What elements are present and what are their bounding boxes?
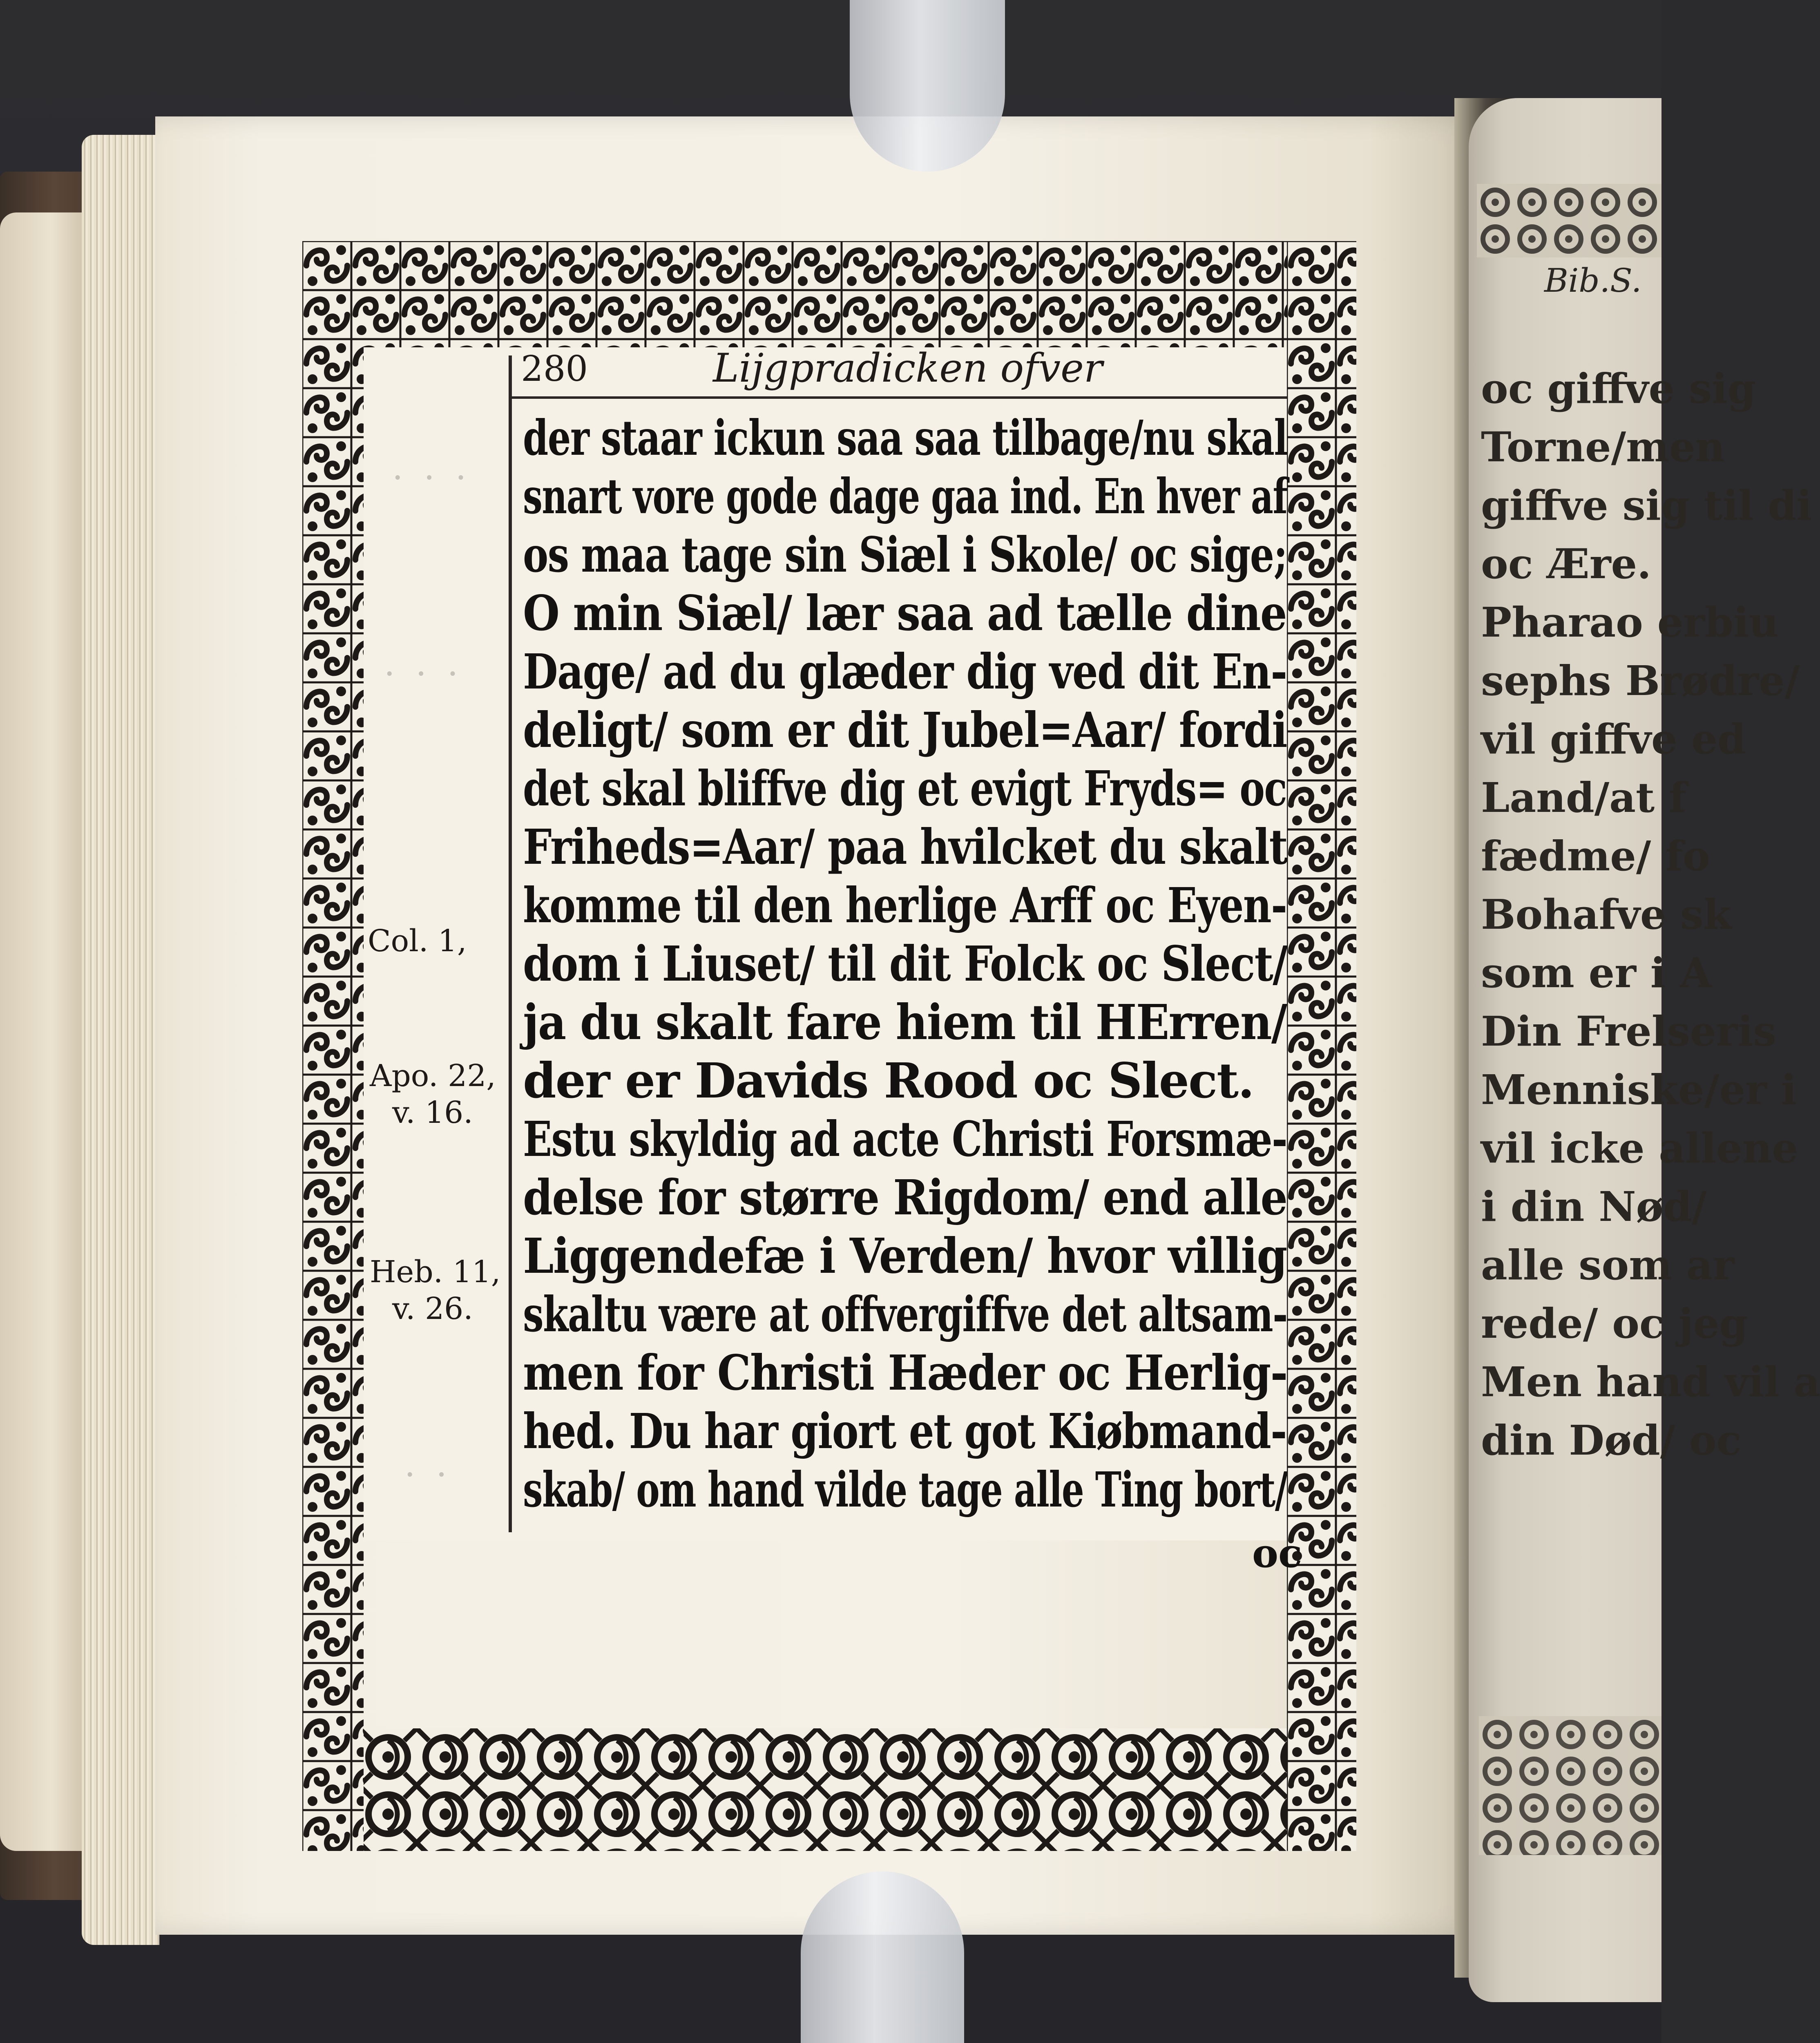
facing-page-ornament-bottom	[1479, 1716, 1661, 1855]
margin-note-apo-ref: Apo. 22,	[370, 1058, 496, 1093]
text-line: dom i Liuset/ til dit Folck oc Slect/	[523, 935, 1287, 992]
facing-line: Torne/men	[1481, 423, 1725, 471]
text-line: men for Christi Hæder oc Herlig-	[523, 1344, 1287, 1401]
show-through-text: · · ·	[392, 458, 471, 498]
margin-note-col: Col. 1,	[368, 923, 467, 959]
column-rule	[509, 355, 512, 1532]
text-line: ja du skalt fare hiem til HErren/	[523, 994, 1287, 1051]
facing-line: rede/ oc jeg	[1481, 1299, 1748, 1348]
border-bottom	[302, 1728, 1356, 1851]
text-line: Estu skyldig ad acte Christi Forsmæ-	[523, 1111, 1287, 1167]
text-line: Liggendefæ i Verden/ hvor villig	[523, 1227, 1287, 1284]
text-line: snart vore gode dage gaa ind. En hver af	[523, 468, 1287, 525]
facing-line: Din Frelseris	[1481, 1007, 1776, 1055]
facing-line: fædme/ fo	[1481, 832, 1710, 880]
facing-page-text	[1481, 360, 1820, 1470]
text-line: deligt/ som er dit Jubel=Aar/ fordi	[523, 702, 1287, 758]
text-line: Dage/ ad du glæder dig ved dit En-	[523, 643, 1287, 700]
text-line: skaltu være at offvergiffve det altsam-	[523, 1286, 1287, 1343]
show-through-text: · · ·	[384, 654, 463, 694]
text-line: skab/ om hand vilde tage alle Ting bort/	[523, 1461, 1287, 1518]
text-line: komme til den herlige Arff oc Eyen-	[523, 877, 1287, 934]
catchword: oc	[1252, 1530, 1302, 1576]
text-line: hed. Du har giort et got Kiøbmand-	[523, 1403, 1286, 1460]
page-number: 280	[521, 349, 588, 389]
text-line: os maa tage sin Siæl i Skole/ oc sige;	[523, 526, 1287, 583]
facing-line: sephs Brødre/	[1481, 657, 1800, 705]
facing-line: Land/at f	[1481, 773, 1687, 822]
head-rule	[511, 396, 1287, 399]
facing-line: Men hand vil a	[1481, 1358, 1820, 1406]
page-fore-edge	[82, 135, 159, 1945]
facing-line: Pharao erbiu	[1481, 598, 1779, 646]
text-line: O min Siæl/ lær saa ad tælle dine	[523, 585, 1286, 642]
body-text	[523, 409, 1295, 1519]
facing-line: som er i A	[1481, 949, 1712, 997]
facing-line: oc Ære.	[1481, 540, 1651, 588]
text-line: delse for større Rigdom/ end alle	[523, 1169, 1287, 1226]
facing-line: vil icke allene	[1481, 1124, 1798, 1172]
running-head	[521, 345, 1297, 394]
margin-note-apo-verse: v. 16.	[392, 1095, 473, 1130]
text-line: der staar ickun saa saa tilbage/nu skal	[523, 409, 1287, 466]
page-clip-bottom	[801, 1871, 964, 2043]
facing-line: Menniske/er i	[1481, 1066, 1797, 1114]
show-through-text: · ·	[404, 1455, 452, 1495]
page-clip-top	[850, 0, 1005, 172]
facing-line: vil giffve ed	[1481, 715, 1746, 763]
facing-line: giffve sig til di	[1481, 481, 1812, 530]
facing-page-ornament-top	[1477, 184, 1661, 257]
book-board-left	[0, 212, 86, 1851]
border-left	[302, 241, 364, 1851]
facing-line: alle som ar	[1481, 1241, 1735, 1289]
border-right	[1287, 241, 1356, 1851]
facing-line: din Død/ oc	[1481, 1416, 1742, 1464]
text-line: Friheds=Aar/ paa hvilcket du skalt	[523, 818, 1287, 875]
margin-note-heb-ref: Heb. 11,	[370, 1254, 501, 1290]
facing-line: i din Nød/	[1481, 1182, 1707, 1231]
facing-page-head: Bib.S.	[1544, 262, 1642, 300]
facing-line: oc giffve sig	[1481, 364, 1756, 413]
border-top	[302, 241, 1356, 347]
facing-line: Bohafve sk	[1481, 890, 1732, 939]
margin-note-heb-verse: v. 26.	[392, 1291, 473, 1326]
text-line: det skal bliffve dig et evigt Fryds= oc	[523, 760, 1287, 817]
running-head-title: Lijgpradicken ofver	[713, 345, 1103, 391]
text-line: der er Davids Rood oc Slect.	[523, 1052, 1254, 1109]
